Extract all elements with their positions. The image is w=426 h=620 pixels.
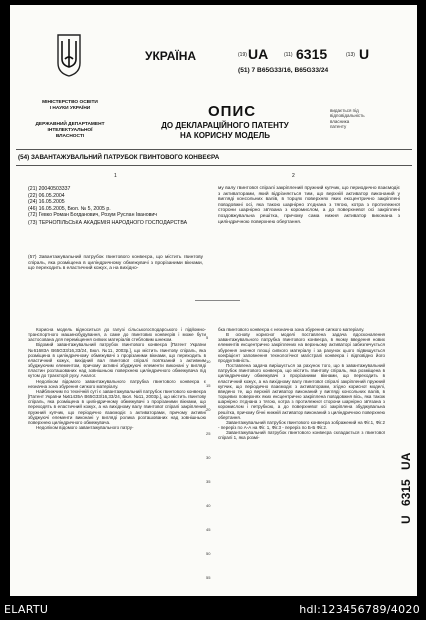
coat-of-arms-icon	[56, 33, 82, 77]
description-paragraph: Відомий завантажувальний патрубок гвинтового конвеєра [Патент України №61683А B65G33/16,33/24, Бюл. №11, 2003р.], що містить гвинтову спіраль, яка розміщена в циліндричному обмежувачі з прорізаними вікнами, що переходить в еластичний кожух, вихідний вал гвинтової спіралі пов'язаний з активним збуджуючим елементом, причому активні збуджуючі елементи виконані у вигляді пластин розташованих над зовнішньою поверхнею циліндричного обмежувача під кутом до траєкторії руху. Аналог.	[28, 342, 206, 379]
description-right-column	[218, 327, 385, 440]
description-paragraph: Недоліком відомого завантажувального патру-	[36, 424, 134, 430]
ipc-classes: (51) 7 B65G33/16, B65G33/24	[238, 67, 329, 74]
side-identifier	[398, 425, 412, 535]
patent-number: 6315	[296, 46, 328, 62]
viewer-footer	[0, 598, 426, 620]
country-name: УКРАЇНА	[145, 49, 197, 63]
biblio-73: (73) ТЕРНОПІЛЬСЬКА АКАДЕМІЯ НАРОДНОГО ГОСПОДАРСТВА	[28, 219, 188, 226]
description-paragraph: Поставлена задача вирішується за рахунок того, що в завантажувальний патрубок гвинтового конвеєра, що містить гвинтову спіраль, яка розміщена в циліндричному обмежувачі з прорізаними вікнами, що переходить в еластичний кожух, а на вихідному валу гвинтової спіралі закріплений пружний купчик, що періодично взаємодіє з активаторами, згідно корисної моделі, введено те, що верхній активатор виконаний у вигляді консольних валів, в торцевих поверхнях яких ексцентрично закріплена повздовжня вісь, яка також шарнірно з'єднана з тягою, котра з протилежної сторони шарнірно зв'язана з коромислом і петрубкою, а до поверхневої осі закріплена збуджувальна решітка, причому бічні нижній активатор виконаний з циліндричною поверхнею обертання.	[218, 363, 385, 420]
line-number: 5	[206, 335, 209, 340]
country-code: UA	[248, 46, 269, 62]
claim-text: (57) Завантажувальний патрубок гвинтового конвеєра, що містить гвинтову спіраль, яка розміщена в циліндричному обмежувачі з прорізаними вікнами, що переходить в еластичний кожух, а на вихідно-	[28, 255, 203, 272]
description-paragraph: Завантажувальний патрубок гвинтового конвеєра зображений на Фіг.1, Фіг.2 - переріз по А-А на Фіг. 1, Фіг.3 - переріз по Б-Б Фіг.2.	[218, 419, 385, 430]
description-paragraph: Корисна модель відноситься до галузі сільськогосподарського і підйомно-транспортного машинобудування, а саме до гвинтових конвеєрів і може бути застосована для переміщення сипких матеріалів стебловим шнеком.	[28, 327, 206, 343]
description-paragraph: Найближчим по технічній суті є завантажувальний патрубок гвинтового конвеєра [Патент України №61435А B65G33/16,33/24, Бюл. №11, 2003р.], що містить гвинтову спіраль, яка розміщена в циліндричному обмежувачі з прорізаними вікнами, що переходять в еластичний кожух, а на вихідному валу гвинтової спіралі закріплений пружний купчик, що періодично взаємодіє з активаторами, причому активні збуджуючі елементи виконані у вигляді ролика розташованих над зовнішньою поверхнею циліндричного обмежувача.	[28, 388, 206, 425]
side-country: UA	[399, 452, 413, 470]
ministry-label: МІНІСТЕРСТВО ОСВІТИ І НАУКИ УКРАЇНИ	[42, 100, 98, 112]
line-number: 10	[206, 359, 211, 364]
description-left-column	[28, 327, 209, 430]
handle-id: hdl:123456789/4020	[299, 603, 420, 616]
line-number: 55	[206, 575, 211, 580]
biblio-21: (21) 20040503337	[28, 186, 71, 192]
biblio-72: (72) Гевко Роман Богданович, Розум Руслан Іванович	[28, 212, 158, 219]
biblio-24: (24) 16.05.2005	[28, 199, 65, 206]
description-paragraph: бка гвинтового конвеєра є незначна зона збурення сипкого матеріалу.	[218, 327, 365, 332]
invention-title: (54) ЗАВАНТАЖУВАЛЬНИЙ ПАТРУБОК ГВИНТОВОГО КОНВЕЄРА	[18, 154, 220, 161]
description-paragraph: Недоліком відомого завантажувального патрубка гвинтового конвеєра є незначна зона збурення сипкого матеріалу.	[28, 378, 206, 389]
issuance-note: видається під відповідальність власника патенту	[330, 108, 365, 129]
line-number: 25	[206, 431, 211, 436]
description-paragraph: Завантажувальний патрубок гвинтового конвеєра складається з гвинтової спіралі 1, яка розмі-	[218, 430, 385, 441]
line-number: 35	[206, 479, 211, 484]
biblio-46: (46) 16.05.2005, Бюл. № 5, 2005 р.	[28, 205, 111, 212]
kind-code: U	[359, 46, 370, 62]
line-number: 50	[206, 551, 211, 556]
code-11: (11)	[284, 52, 293, 58]
line-number: 30	[206, 455, 211, 460]
column-number-2: 2	[292, 173, 295, 179]
side-kind: U	[399, 515, 413, 524]
column-number-1: 1	[114, 173, 117, 179]
title-divider	[16, 165, 412, 166]
line-number: 40	[206, 503, 211, 508]
document-subtitle: ДО ДЕКЛАРАЦІЙНОГО ПАТЕНТУ НА КОРИСНУ МОДЕЛЬ	[161, 121, 289, 140]
department-label: ДЕРЖАВНИЙ ДЕПАРТАМЕНТ ІНТЕЛЕКТУАЛЬНОЇ ВЛАСНОСТІ	[35, 122, 105, 140]
claim-continued-text: му валу гвинтової спіралі закріплений пружний купчик, що периодично взаємодіє з активаторами, який відрізняється тим, що верхній активатор виконаний у вигляді консольних валів, в торцях поверхнях яких ексцентрично закріплені повздовжні осі, яка такою шарнірно з'єднана з тягою, котра з протилежної сторони шарнірно зв'язана з коромислом, а до поверхневої осі закріплені поздовжувальна решітка, причому сама нижня активатор виконана з циліндричною поверхнею обертання.	[218, 186, 400, 225]
code-13: (13)	[346, 52, 355, 58]
claim-end-divider	[195, 300, 240, 301]
code-19: (19)	[238, 52, 247, 58]
line-number: 45	[206, 527, 211, 532]
line-number: 20	[206, 407, 211, 412]
biblio-block	[28, 186, 203, 227]
line-number: 15	[206, 383, 211, 388]
side-number: 6315	[399, 479, 413, 506]
document-type: ОПИС	[208, 103, 257, 120]
patent-page	[10, 5, 417, 596]
repository-name: ELARTU	[4, 603, 49, 616]
header-divider	[16, 149, 412, 150]
biblio-22: (22) 06.05.2004	[28, 192, 65, 199]
description-paragraph: В основу корисної моделі поставлена задача вдосконалення завантажувального патрубка гвинтового конвеєра, в якому введення нових елементів ексцентрично закріплених на верхньому активаторі забезпечується збурення значної площі сипкого матеріалу і за рахунок цього підвищується коефіцієнт заповнення технологічної магістралі конвеєра і відповідно його продуктивність.	[218, 332, 385, 363]
